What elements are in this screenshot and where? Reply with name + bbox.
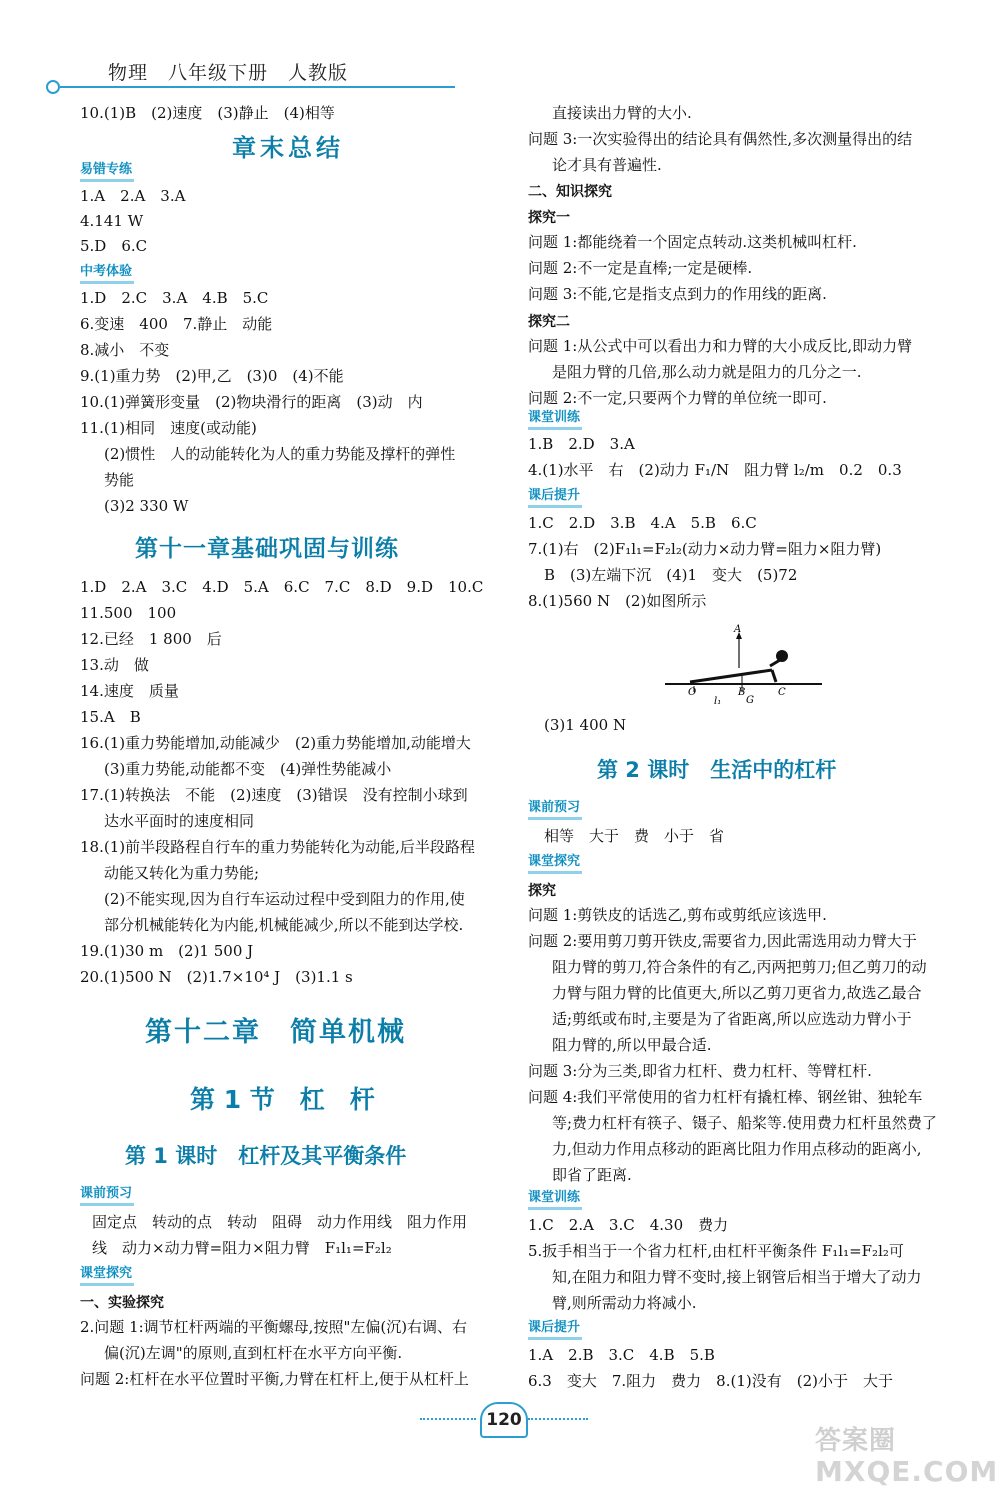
yicuo-line-1: 1.A 2.A 3.A xyxy=(80,187,186,205)
tj-line: 问题 1:剪铁皮的话选乙,剪布或剪纸应该选甲. xyxy=(528,906,827,924)
ch11-line: 15.A B xyxy=(80,708,141,726)
chapter-summary-title: 章末总结 xyxy=(232,134,344,162)
watermark-logo: 答案圈 xyxy=(815,1426,897,1456)
ch11-line: 动能又转化为重力势能; xyxy=(104,864,260,882)
ch11-line: (3)重力势能,动能都不变 (4)弹性势能减小 xyxy=(104,760,392,778)
label-C: C xyxy=(778,687,786,698)
tj1-line: 问题 2:不一定是直棒;一定是硬棒. xyxy=(528,259,753,277)
tj-line: 等;费力杠杆有筷子、镊子、船桨等.使用费力杠杆虽然费了 xyxy=(552,1114,937,1132)
ktxl2-line: 5.扳手相当于一个省力杠杆,由杠杆平衡条件 F₁l₁=F₂l₂可 xyxy=(528,1242,904,1260)
tj-line: 力臂与阻力臂的比值更大,所以乙剪刀更省力,故选乙最合 xyxy=(552,984,922,1002)
zhongkao-line: 6.变速 400 7.静止 动能 xyxy=(80,315,273,333)
label-O: O xyxy=(688,687,697,698)
khts2-line: 6.3 变大 7.阻力 费力 8.(1)没有 (2)小于 大于 xyxy=(528,1372,893,1390)
tj2-head: 探究二 xyxy=(528,314,570,330)
ch11-line: 18.(1)前半段路程自行车的重力势能转化为动能,后半段路程 xyxy=(80,838,475,856)
tj-head: 探究 xyxy=(528,883,556,899)
exp-line: 2.问题 1:调节杠杆两端的平衡螺母,按照"左偏(沉)右调、右 xyxy=(80,1318,468,1336)
exp-head: 一、实验探究 xyxy=(80,1295,164,1311)
ch12-title: 第十二章 简单机械 xyxy=(145,1017,406,1048)
tj-line: 阻力臂的剪刀,符合条件的有乙,丙两把剪刀;但乙剪刀的动 xyxy=(552,958,927,976)
tj2-line: 问题 1:从公式中可以看出力和力臂的大小成反比,即动力臂 xyxy=(528,337,913,355)
tj1-line: 问题 3:不能,它是指支点到力的作用线的距离. xyxy=(528,285,827,303)
label-G: G xyxy=(746,695,754,706)
tj1-head: 探究一 xyxy=(528,210,570,226)
tj-line: 力,但动力作用点移动的距离比阻力作用点移动的距离小, xyxy=(552,1140,922,1158)
ktxl2-line: 1.C 2.A 3.C 4.30 费力 xyxy=(528,1216,729,1234)
ktxl-line: 1.B 2.D 3.A xyxy=(528,435,635,453)
header-rule xyxy=(60,86,455,88)
zhongkao-line: 8.减小 不变 xyxy=(80,341,170,359)
footer-dots-left xyxy=(420,1418,476,1420)
ch11-line: 达水平面时的速度相同 xyxy=(104,812,255,830)
khts-line: B (3)左端下沉 (4)1 变大 (5)72 xyxy=(544,566,798,584)
ch11-line: 14.速度 质量 xyxy=(80,682,179,700)
zs-head: 二、知识探究 xyxy=(528,184,612,200)
lesson1-title: 第 1 课时 杠杆及其平衡条件 xyxy=(125,1144,407,1168)
khts-line: 8.(1)560 N (2)如图所示 xyxy=(528,592,707,610)
khts2-line: 1.A 2.B 3.C 4.B 5.B xyxy=(528,1346,715,1364)
khts-line: 1.C 2.D 3.B 4.A 5.B 6.C xyxy=(528,514,757,532)
exp-line: 偏(沉)左调"的原则,直到杠杆在水平方向平衡. xyxy=(104,1344,403,1362)
label-A: A xyxy=(734,624,742,635)
tj-line: 适;剪纸或布时,主要是为了省距离,所以应选动力臂小于 xyxy=(552,1010,912,1028)
zhongkao-line: (2)惯性 人的动能转化为人的重力势能及撑杆的弹性 xyxy=(104,445,456,463)
footer-dots-right xyxy=(528,1418,588,1420)
exp-line: 问题 2:杠杆在水平位置时平衡,力臂在杠杆上,便于从杠杆上 xyxy=(80,1370,469,1388)
tag-ktts2: 课堂探究 xyxy=(528,854,582,874)
ch11-line: 部分机械能转化为内能,机械能减少,所以不能到达学校. xyxy=(104,916,464,934)
ch11-line: 12.已经 1 800 后 xyxy=(80,630,222,648)
ch11-line: (2)不能实现,因为自行车运动过程中受到阻力的作用,使 xyxy=(104,890,465,908)
label-l1: l₁ xyxy=(714,696,722,707)
zhongkao-line: 9.(1)重力势 (2)甲,乙 (3)0 (4)不能 xyxy=(80,367,344,385)
right-top-line: 论才具有普遍性. xyxy=(552,156,662,174)
tag-khts: 课后提升 xyxy=(528,488,582,508)
label-B: B xyxy=(738,687,746,698)
lesson2-title: 第 2 课时 生活中的杠杆 xyxy=(597,758,837,782)
tj-line: 问题 3:分为三类,即省力杠杆、费力杠杆、等臂杠杆. xyxy=(528,1062,872,1080)
yicuo-line-2: 4.141 W xyxy=(80,212,144,230)
left-first-line: 10.(1)B (2)速度 (3)静止 (4)相等 xyxy=(80,104,335,122)
ch11-line: 16.(1)重力势能增加,动能减少 (2)重力势能增加,动能增大 xyxy=(80,734,471,752)
khts-line: 7.(1)右 (2)F₁l₁=F₂l₂(动力×动力臂=阻力×阻力臂) xyxy=(528,540,882,558)
tj2-line: 问题 2:不一定,只要两个力臂的单位统一即可. xyxy=(528,389,827,407)
pushup-lever-figure xyxy=(660,618,830,718)
zhongkao-line: (3)2 330 W xyxy=(104,497,189,515)
tj-line: 即省了距离. xyxy=(552,1166,632,1184)
tag-khts2: 课后提升 xyxy=(528,1320,582,1340)
ch11-line: 11.500 100 xyxy=(80,604,177,622)
tag-zhongkao: 中考体验 xyxy=(80,264,134,284)
kqyx-line: 固定点 转动的点 转动 阻碍 动力作用线 阻力作用 xyxy=(92,1213,468,1231)
sec1-title: 第 1 节 杠 杆 xyxy=(190,1085,375,1114)
arm-line xyxy=(772,670,776,682)
page-number: 120 xyxy=(480,1402,528,1438)
zhongkao-line: 10.(1)弹簧形变量 (2)物块滑行的距离 (3)动 内 xyxy=(80,393,423,411)
ch11-title: 第十一章基础巩固与训练 xyxy=(135,536,399,562)
watermark-url: MXQE.COM xyxy=(815,1455,999,1488)
ch11-line: 1.D 2.A 3.C 4.D 5.A 6.C 7.C 8.D 9.D 10.C xyxy=(80,578,484,596)
body-line xyxy=(690,670,772,682)
right-top-line: 直接读出力臂的大小. xyxy=(552,104,692,122)
tj-line: 阻力臂的,所以甲最合适. xyxy=(552,1036,712,1054)
ch11-line: 20.(1)500 N (2)1.7×10⁴ J (3)1.1 s xyxy=(80,968,353,986)
yicuo-line-3: 5.D 6.C xyxy=(80,237,148,255)
tag-ktxl: 课堂训练 xyxy=(528,410,582,430)
zhongkao-line: 势能 xyxy=(104,471,135,489)
kqyx-line: 线 动力×动力臂=阻力×阻力臂 F₁l₁=F₂l₂ xyxy=(92,1239,392,1257)
right-top-line: 问题 3:一次实验得出的结论具有偶然性,多次测量得出的结 xyxy=(528,130,913,148)
tag-kqyx2: 课前预习 xyxy=(528,800,582,820)
header-dot-icon xyxy=(46,80,60,94)
ktxl-line: 4.(1)水平 右 (2)动力 F₁/N 阻力臂 l₂/m 0.2 0.3 xyxy=(528,461,902,479)
tj1-line: 问题 1:都能绕着一个固定点转动.这类机械叫杠杆. xyxy=(528,233,857,251)
ktxl2-line: 臂,则所需动力将减小. xyxy=(552,1294,697,1312)
tag-kqyx: 课前预习 xyxy=(80,1186,134,1206)
tag-ktts: 课堂探究 xyxy=(80,1266,134,1286)
ch11-line: 17.(1)转换法 不能 (2)速度 (3)错误 没有控制小球到 xyxy=(80,786,468,804)
ktxl2-line: 知,在阻力和阻力臂不变时,接上钢管后相当于增大了动力 xyxy=(552,1268,922,1286)
tj2-line: 是阻力臂的几倍,那么动力就是阻力的几分之一. xyxy=(552,363,862,381)
ch11-line: 13.动 做 xyxy=(80,656,149,674)
kqyx2-line: 相等 大于 费 小于 省 xyxy=(544,827,725,845)
tj-line: 问题 2:要用剪刀剪开铁皮,需要省力,因此需选用动力臂大于 xyxy=(528,932,917,950)
after-figure-line: (3)1 400 N xyxy=(544,716,627,734)
zhongkao-line: 1.D 2.C 3.A 4.B 5.C xyxy=(80,289,269,307)
tj-line: 问题 4:我们平常使用的省力杠杆有撬杠棒、钢丝钳、独轮车 xyxy=(528,1088,923,1106)
upper-arm-line xyxy=(770,660,780,666)
tag-ktxl2: 课堂训练 xyxy=(528,1190,582,1210)
header-title: 物理 八年级下册 人教版 xyxy=(108,62,349,84)
ch11-line: 19.(1)30 m (2)1 500 J xyxy=(80,942,254,960)
tag-yicuo: 易错专练 xyxy=(80,162,134,182)
zhongkao-line: 11.(1)相同 速度(或动能) xyxy=(80,419,257,437)
